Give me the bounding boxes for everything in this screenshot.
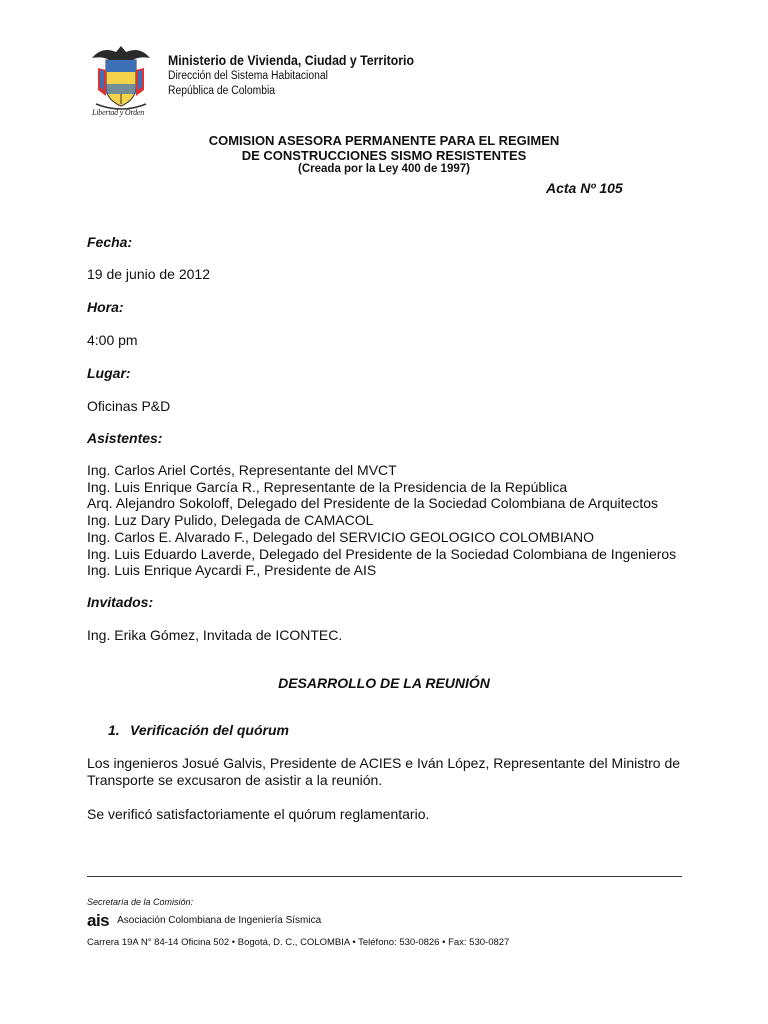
hora-label: Hora:: [87, 299, 124, 315]
coat-of-arms-logo: [88, 40, 154, 118]
document-title-line-1: COMISION ASESORA PERMANENTE PARA EL REGIMEN: [208, 133, 560, 148]
hora-value: 4:00 pm: [87, 332, 138, 348]
invitados-value: Ing. Erika Gómez, Invitada de ICONTEC.: [87, 627, 343, 643]
paragraph: Se verificó satisfactoriamente el quórum reglamentario.: [87, 806, 430, 822]
ministry-name: Ministerio de Vivienda, Ciudad y Territorio: [168, 52, 415, 68]
fecha-value: 19 de junio de 2012: [87, 266, 210, 282]
lugar-value: Oficinas P&D: [87, 398, 171, 414]
paragraph: Los ingenieros Josué Galvis, Presidente de ACIES e Iván López, Representante del Ministro de Transporte se excusaron de asistir a la reunión.: [87, 755, 681, 788]
direction-name: Dirección del Sistema Habitacional: [168, 70, 328, 82]
republic-name: República de Colombia: [168, 85, 276, 97]
item-number: 1.: [108, 722, 120, 738]
list-item: Ing. Luis Enrique Aycardi F., Presidente de AIS: [87, 562, 377, 579]
fecha-label: Fecha:: [87, 234, 133, 250]
lugar-label: Lugar:: [87, 365, 131, 381]
ais-logo: ais: [87, 911, 110, 930]
ais-name: Asociación Colombiana de Ingeniería Sísmica: [117, 915, 322, 926]
acta-number: Acta Nº 105: [546, 180, 623, 196]
logo-motto: Libertad y Orden: [92, 108, 145, 117]
asistentes-label: Asistentes:: [87, 430, 163, 446]
attendees-list: [87, 462, 676, 579]
item-title: Verificación del quórum: [130, 722, 289, 738]
footer-divider: [87, 876, 682, 877]
list-item: Ing. Carlos Ariel Cortés, Representante del MVCT: [87, 462, 397, 478]
list-item: Ing. Luz Dary Pulido, Delegada de CAMACOL: [87, 512, 374, 529]
ais-row: [87, 912, 321, 929]
item-heading: [108, 722, 289, 738]
section-title: DESARROLLO DE LA REUNIÓN: [278, 675, 490, 691]
secretary-label: Secretaría de la Comisión:: [87, 897, 194, 907]
list-item: Ing. Carlos E. Alvarado F., Delegado del SERVICIO GEOLOGICO COLOMBIANO: [87, 528, 595, 545]
list-item: Arq. Alejandro Sokoloff, Delegado del Presidente de la Sociedad Colombiana de Arquitectos: [87, 495, 659, 512]
document-subtitle: (Creada por la Ley 400 de 1997): [298, 163, 470, 175]
list-item: Ing. Luis Eduardo Laverde, Delegado del Presidente de la Sociedad Colombiana de Ingenieros: [87, 545, 677, 562]
document-title-line-2: DE CONSTRUCCIONES SISMO RESISTENTES: [241, 148, 527, 163]
invitados-label: Invitados:: [87, 594, 154, 610]
list-item: Ing. Luis Enrique García R., Representante de la Presidencia de la República: [87, 478, 568, 495]
footer-address: Carrera 19A N° 84-14 Oficina 502 • Bogotá, D. C., COLOMBIA • Teléfono: 530-0826 • Fax: 530-0827: [87, 937, 510, 948]
